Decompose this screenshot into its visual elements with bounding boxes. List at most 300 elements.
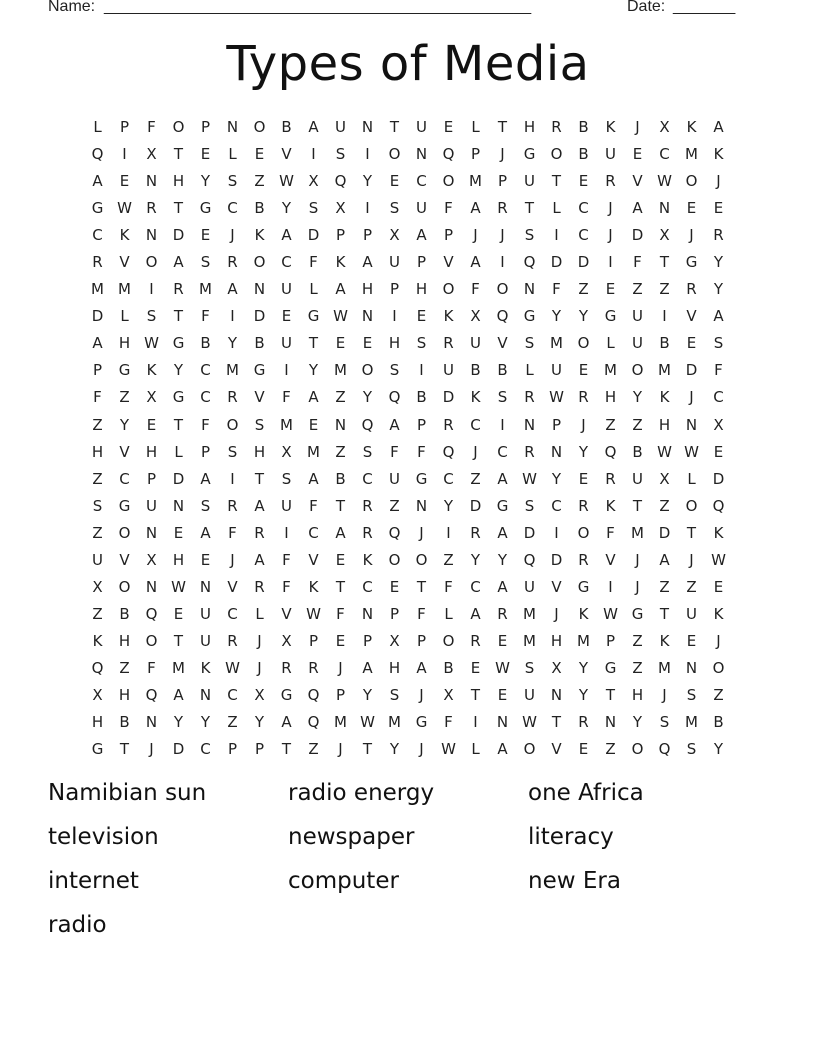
grid-letter[interactable]: K (686, 118, 697, 137)
grid-letter[interactable]: O (550, 145, 563, 164)
grid-letter[interactable]: L (471, 740, 480, 759)
grid-letter[interactable]: R (227, 631, 238, 650)
grid-letter[interactable]: N (172, 496, 185, 515)
grid-letter[interactable]: K (470, 388, 481, 407)
grid-letter[interactable]: H (118, 686, 131, 704)
grid-letter[interactable]: H (253, 442, 266, 461)
grid-letter[interactable]: E (173, 604, 184, 623)
grid-letter[interactable]: S (524, 496, 535, 515)
grid-letter[interactable]: K (659, 388, 670, 407)
grid-letter[interactable]: Y (362, 172, 373, 191)
grid-letter[interactable]: Z (632, 415, 643, 434)
grid-letter[interactable]: Z (335, 388, 346, 407)
grid-letter[interactable]: U (632, 307, 643, 326)
grid-letter[interactable]: F (606, 523, 615, 542)
grid-letter[interactable]: I (662, 307, 667, 326)
grid-letter[interactable]: R (470, 523, 481, 542)
grid-letter[interactable]: F (444, 577, 453, 596)
grid-letter[interactable]: D (712, 469, 725, 488)
grid-letter[interactable]: S (524, 658, 535, 677)
grid-letter[interactable]: P (551, 415, 562, 434)
grid-letter[interactable]: H (145, 442, 158, 461)
grid-letter[interactable]: X (659, 226, 670, 245)
grid-letter[interactable]: L (174, 442, 183, 461)
grid-letter[interactable]: R (362, 496, 373, 515)
grid-letter[interactable]: O (361, 361, 374, 380)
grid-letter[interactable]: S (308, 199, 319, 218)
grid-letter[interactable]: E (578, 361, 589, 380)
grid-letter[interactable]: E (443, 118, 454, 137)
grid-letter[interactable]: A (227, 280, 238, 299)
grid-letter[interactable]: Y (254, 713, 265, 732)
grid-letter[interactable]: Y (470, 550, 481, 569)
grid-letter[interactable]: K (713, 604, 724, 623)
grid-letter[interactable]: P (416, 415, 427, 434)
grid-letter[interactable]: F (309, 253, 318, 272)
grid-letter[interactable]: R (308, 658, 319, 677)
grid-letter[interactable]: Z (632, 658, 643, 677)
grid-letter[interactable]: T (335, 496, 346, 515)
grid-letter[interactable]: F (147, 118, 156, 137)
grid-letter[interactable]: G (523, 145, 536, 164)
grid-letter[interactable]: K (146, 361, 157, 380)
grid-letter[interactable]: A (254, 550, 265, 569)
grid-letter[interactable]: K (659, 631, 670, 650)
grid-letter[interactable]: J (716, 172, 721, 191)
grid-letter[interactable]: A (416, 226, 427, 245)
grid-letter[interactable]: C (497, 442, 508, 461)
grid-letter[interactable]: N (145, 226, 158, 245)
grid-letter[interactable]: D (253, 307, 266, 326)
grid-letter[interactable]: Y (308, 361, 319, 380)
grid-letter[interactable]: R (443, 415, 454, 434)
grid-letter[interactable]: V (551, 740, 562, 759)
grid-letter[interactable]: V (605, 550, 616, 569)
grid-letter[interactable]: R (227, 388, 238, 407)
grid-letter[interactable]: L (93, 118, 102, 137)
grid-letter[interactable]: V (632, 172, 643, 191)
grid-letter[interactable]: R (173, 280, 184, 299)
grid-letter[interactable]: Z (119, 658, 130, 677)
grid-letter[interactable]: D (550, 550, 563, 569)
grid-letter[interactable]: F (417, 442, 426, 461)
grid-letter[interactable]: U (524, 686, 535, 704)
grid-letter[interactable]: Z (659, 280, 670, 299)
grid-letter[interactable]: U (335, 118, 346, 137)
grid-letter[interactable]: N (658, 199, 671, 218)
grid-letter[interactable]: D (658, 523, 671, 542)
grid-letter[interactable]: A (308, 118, 319, 137)
grid-letter[interactable]: C (551, 496, 562, 515)
grid-letter[interactable]: A (497, 469, 508, 488)
grid-letter[interactable]: D (631, 226, 644, 245)
grid-letter[interactable]: B (659, 334, 670, 353)
grid-letter[interactable]: I (284, 523, 289, 542)
grid-letter[interactable]: N (415, 496, 428, 515)
grid-letter[interactable]: M (172, 658, 185, 677)
grid-letter[interactable]: O (631, 361, 644, 380)
grid-letter[interactable]: R (605, 172, 616, 191)
grid-letter[interactable]: B (254, 199, 265, 218)
grid-letter[interactable]: U (524, 577, 535, 596)
grid-letter[interactable]: M (334, 713, 347, 732)
grid-letter[interactable]: J (473, 226, 478, 245)
grid-letter[interactable]: Q (388, 388, 401, 407)
grid-letter[interactable]: H (388, 334, 401, 353)
grid-letter[interactable]: X (551, 658, 562, 677)
grid-letter[interactable]: B (281, 118, 292, 137)
grid-letter[interactable]: W (522, 469, 537, 488)
grid-letter[interactable]: G (604, 658, 617, 677)
grid-letter[interactable]: W (117, 199, 132, 218)
grid-letter[interactable]: V (686, 307, 697, 326)
grid-letter[interactable]: F (471, 280, 480, 299)
grid-letter[interactable]: M (550, 334, 563, 353)
grid-letter[interactable]: A (335, 280, 346, 299)
grid-letter[interactable]: C (713, 388, 724, 407)
grid-letter[interactable]: I (608, 253, 613, 272)
grid-letter[interactable]: H (361, 280, 374, 299)
grid-letter[interactable]: E (686, 334, 697, 353)
grid-letter[interactable]: D (172, 226, 185, 245)
grid-letter[interactable]: T (605, 686, 616, 704)
grid-letter[interactable]: O (226, 415, 239, 434)
grid-letter[interactable]: U (281, 496, 292, 515)
grid-letter[interactable]: A (254, 496, 265, 515)
grid-letter[interactable]: F (201, 307, 210, 326)
grid-letter[interactable]: E (254, 145, 265, 164)
grid-letter[interactable]: N (685, 415, 698, 434)
grid-letter[interactable]: T (362, 740, 373, 759)
grid-letter[interactable]: M (604, 361, 617, 380)
grid-letter[interactable]: W (225, 658, 240, 677)
grid-letter[interactable]: I (365, 145, 370, 164)
grid-letter[interactable]: S (335, 145, 346, 164)
grid-letter[interactable]: G (280, 686, 293, 704)
grid-letter[interactable]: N (361, 307, 374, 326)
grid-letter[interactable]: B (497, 361, 508, 380)
grid-letter[interactable]: E (497, 686, 508, 704)
grid-letter[interactable]: Q (307, 686, 320, 704)
grid-letter[interactable]: N (685, 658, 698, 677)
grid-letter[interactable]: J (500, 226, 505, 245)
grid-letter[interactable]: C (227, 604, 238, 623)
grid-letter[interactable]: P (308, 631, 319, 650)
name-field[interactable]: ________________________________________________ (104, 0, 532, 15)
grid-letter[interactable]: Y (200, 172, 211, 191)
grid-letter[interactable]: P (335, 226, 346, 245)
grid-letter[interactable]: P (119, 118, 130, 137)
grid-letter[interactable]: J (635, 577, 640, 596)
grid-letter[interactable]: E (146, 415, 157, 434)
grid-letter[interactable]: P (497, 172, 508, 191)
grid-letter[interactable]: G (172, 388, 185, 407)
grid-letter[interactable]: K (605, 496, 616, 515)
grid-letter[interactable]: Y (578, 307, 589, 326)
grid-letter[interactable]: I (473, 713, 478, 732)
grid-letter[interactable]: X (146, 550, 157, 569)
grid-letter[interactable]: S (227, 442, 238, 461)
grid-letter[interactable]: I (419, 361, 424, 380)
grid-letter[interactable]: O (118, 577, 131, 596)
grid-letter[interactable]: T (551, 172, 562, 191)
grid-letter[interactable]: O (577, 523, 590, 542)
grid-letter[interactable]: O (523, 740, 536, 759)
grid-letter[interactable]: K (254, 226, 265, 245)
grid-letter[interactable]: C (200, 740, 211, 759)
grid-letter[interactable]: R (254, 523, 265, 542)
grid-letter[interactable]: F (633, 253, 642, 272)
grid-letter[interactable]: A (416, 658, 427, 677)
grid-letter[interactable]: L (255, 604, 264, 623)
grid-letter[interactable]: D (523, 523, 536, 542)
grid-letter[interactable]: X (146, 388, 157, 407)
grid-letter[interactable]: L (228, 145, 237, 164)
grid-letter[interactable]: U (416, 199, 427, 218)
grid-letter[interactable]: Z (443, 550, 454, 569)
grid-letter[interactable]: W (495, 658, 510, 677)
grid-letter[interactable]: G (415, 713, 428, 732)
grid-letter[interactable]: A (173, 253, 184, 272)
grid-letter[interactable]: F (390, 442, 399, 461)
grid-letter[interactable]: P (254, 740, 265, 759)
grid-letter[interactable]: Y (632, 388, 643, 407)
grid-letter[interactable]: Z (92, 604, 103, 623)
grid-letter[interactable]: R (443, 334, 454, 353)
grid-letter[interactable]: J (257, 658, 262, 677)
grid-letter[interactable]: Y (551, 307, 562, 326)
grid-letter[interactable]: Q (307, 713, 320, 732)
grid-letter[interactable]: P (389, 280, 400, 299)
grid-letter[interactable]: S (713, 334, 724, 353)
grid-letter[interactable]: V (308, 550, 319, 569)
grid-letter[interactable]: Y (281, 199, 292, 218)
grid-letter[interactable]: U (605, 145, 616, 164)
grid-letter[interactable]: T (173, 631, 184, 650)
grid-letter[interactable]: G (118, 496, 131, 515)
grid-letter[interactable]: I (122, 145, 127, 164)
grid-letter[interactable]: Q (91, 145, 104, 164)
grid-letter[interactable]: W (657, 442, 672, 461)
grid-letter[interactable]: P (416, 253, 427, 272)
grid-letter[interactable]: R (281, 658, 292, 677)
grid-letter[interactable]: C (227, 199, 238, 218)
grid-letter[interactable]: Z (470, 469, 481, 488)
grid-letter[interactable]: N (199, 686, 212, 704)
grid-letter[interactable]: N (361, 118, 374, 137)
grid-letter[interactable]: M (91, 280, 104, 299)
grid-letter[interactable]: S (146, 307, 157, 326)
grid-letter[interactable]: A (470, 199, 481, 218)
grid-letter[interactable]: N (253, 280, 266, 299)
grid-letter[interactable]: T (389, 118, 400, 137)
grid-letter[interactable]: N (523, 280, 536, 299)
grid-letter[interactable]: Z (254, 172, 265, 191)
grid-letter[interactable]: Q (145, 686, 158, 704)
grid-letter[interactable]: S (362, 442, 373, 461)
grid-letter[interactable]: I (554, 226, 559, 245)
grid-letter[interactable]: T (254, 469, 265, 488)
grid-letter[interactable]: T (335, 577, 346, 596)
grid-letter[interactable]: C (92, 226, 103, 245)
grid-letter[interactable]: O (577, 334, 590, 353)
grid-letter[interactable]: O (442, 631, 455, 650)
grid-letter[interactable]: F (228, 523, 237, 542)
grid-letter[interactable]: O (145, 253, 158, 272)
grid-letter[interactable]: X (335, 199, 346, 218)
grid-letter[interactable]: S (254, 415, 265, 434)
grid-letter[interactable]: Y (713, 280, 724, 299)
grid-letter[interactable]: J (554, 604, 559, 623)
grid-letter[interactable]: N (361, 604, 374, 623)
grid-letter[interactable]: Q (334, 172, 347, 191)
grid-letter[interactable]: T (497, 118, 508, 137)
grid-letter[interactable]: C (578, 226, 589, 245)
grid-letter[interactable]: R (524, 388, 535, 407)
grid-letter[interactable]: S (686, 686, 697, 704)
grid-letter[interactable]: Q (91, 658, 104, 677)
grid-letter[interactable]: B (713, 713, 724, 732)
grid-letter[interactable]: N (145, 172, 158, 191)
grid-letter[interactable]: Q (145, 604, 158, 623)
grid-letter[interactable]: N (550, 686, 563, 704)
grid-letter[interactable]: R (497, 199, 508, 218)
grid-letter[interactable]: C (362, 469, 373, 488)
grid-letter[interactable]: E (173, 523, 184, 542)
grid-letter[interactable]: M (226, 361, 239, 380)
grid-letter[interactable]: T (281, 740, 292, 759)
grid-letter[interactable]: K (362, 550, 373, 569)
grid-letter[interactable]: M (199, 280, 212, 299)
grid-letter[interactable]: W (684, 442, 699, 461)
grid-letter[interactable]: I (230, 469, 235, 488)
grid-letter[interactable]: A (389, 415, 400, 434)
grid-letter[interactable]: J (716, 631, 721, 650)
grid-letter[interactable]: N (199, 577, 212, 596)
grid-letter[interactable]: W (522, 713, 537, 732)
grid-letter[interactable]: B (335, 469, 346, 488)
grid-letter[interactable]: V (119, 442, 130, 461)
grid-letter[interactable]: V (227, 577, 238, 596)
grid-letter[interactable]: Z (713, 686, 724, 704)
grid-letter[interactable]: C (227, 686, 238, 704)
grid-letter[interactable]: Q (604, 442, 617, 461)
grid-letter[interactable]: V (119, 550, 130, 569)
grid-letter[interactable]: U (470, 334, 481, 353)
grid-letter[interactable]: J (608, 199, 613, 218)
grid-letter[interactable]: U (281, 334, 292, 353)
grid-letter[interactable]: J (635, 550, 640, 569)
grid-letter[interactable]: A (497, 577, 508, 596)
grid-letter[interactable]: Y (578, 658, 589, 677)
grid-letter[interactable]: M (658, 658, 671, 677)
grid-letter[interactable]: B (119, 604, 130, 623)
grid-letter[interactable]: E (362, 334, 373, 353)
grid-letter[interactable]: D (172, 740, 185, 759)
grid-letter[interactable]: C (119, 469, 130, 488)
grid-letter[interactable]: U (416, 118, 427, 137)
grid-letter[interactable]: D (91, 307, 104, 326)
grid-letter[interactable]: F (201, 415, 210, 434)
grid-letter[interactable]: V (281, 604, 292, 623)
grid-letter[interactable]: A (470, 253, 481, 272)
grid-letter[interactable]: I (392, 307, 397, 326)
grid-letter[interactable]: J (149, 740, 154, 759)
grid-letter[interactable]: T (659, 253, 670, 272)
grid-letter[interactable]: L (471, 118, 480, 137)
grid-letter[interactable]: P (362, 631, 373, 650)
grid-letter[interactable]: U (686, 604, 697, 623)
grid-letter[interactable]: Y (713, 740, 724, 759)
grid-letter[interactable]: D (442, 388, 455, 407)
grid-letter[interactable]: J (257, 631, 262, 650)
grid-letter[interactable]: Q (523, 550, 536, 569)
grid-letter[interactable]: X (254, 686, 265, 704)
grid-letter[interactable]: J (338, 658, 343, 677)
grid-letter[interactable]: A (92, 334, 103, 353)
grid-letter[interactable]: R (227, 253, 238, 272)
grid-letter[interactable]: C (200, 388, 211, 407)
grid-letter[interactable]: W (360, 713, 375, 732)
grid-letter[interactable]: N (145, 577, 158, 596)
grid-letter[interactable]: D (577, 253, 590, 272)
grid-letter[interactable]: I (149, 280, 154, 299)
grid-letter[interactable]: O (496, 280, 509, 299)
grid-letter[interactable]: W (279, 172, 294, 191)
grid-letter[interactable]: E (686, 199, 697, 218)
grid-letter[interactable]: Z (659, 577, 670, 596)
grid-letter[interactable]: Z (389, 496, 400, 515)
grid-letter[interactable]: Z (578, 280, 589, 299)
grid-letter[interactable]: G (685, 253, 698, 272)
grid-letter[interactable]: E (578, 172, 589, 191)
grid-letter[interactable]: R (470, 631, 481, 650)
grid-letter[interactable]: R (524, 442, 535, 461)
grid-letter[interactable]: Z (119, 388, 130, 407)
grid-letter[interactable]: W (441, 740, 456, 759)
grid-letter[interactable]: T (173, 199, 184, 218)
grid-letter[interactable]: E (335, 631, 346, 650)
grid-letter[interactable]: J (581, 415, 586, 434)
grid-letter[interactable]: X (281, 442, 292, 461)
grid-letter[interactable]: C (200, 361, 211, 380)
grid-letter[interactable]: B (578, 145, 589, 164)
grid-letter[interactable]: A (281, 713, 292, 732)
grid-letter[interactable]: N (415, 145, 428, 164)
grid-letter[interactable]: S (281, 469, 292, 488)
grid-letter[interactable]: T (659, 604, 670, 623)
grid-letter[interactable]: J (608, 226, 613, 245)
grid-letter[interactable]: I (608, 577, 613, 596)
grid-letter[interactable]: A (200, 469, 211, 488)
grid-letter[interactable]: I (554, 523, 559, 542)
grid-letter[interactable]: O (415, 550, 428, 569)
grid-letter[interactable]: G (118, 361, 131, 380)
grid-letter[interactable]: X (659, 118, 670, 137)
grid-letter[interactable]: P (227, 740, 238, 759)
grid-letter[interactable]: C (362, 577, 373, 596)
grid-letter[interactable]: U (200, 631, 211, 650)
grid-letter[interactable]: N (334, 415, 347, 434)
grid-letter[interactable]: H (658, 415, 671, 434)
grid-letter[interactable]: Z (92, 469, 103, 488)
grid-letter[interactable]: F (714, 361, 723, 380)
grid-letter[interactable]: J (500, 145, 505, 164)
grid-letter[interactable]: Y (578, 686, 589, 704)
grid-letter[interactable]: N (226, 118, 239, 137)
grid-letter[interactable]: O (631, 740, 644, 759)
grid-letter[interactable]: Q (442, 145, 455, 164)
